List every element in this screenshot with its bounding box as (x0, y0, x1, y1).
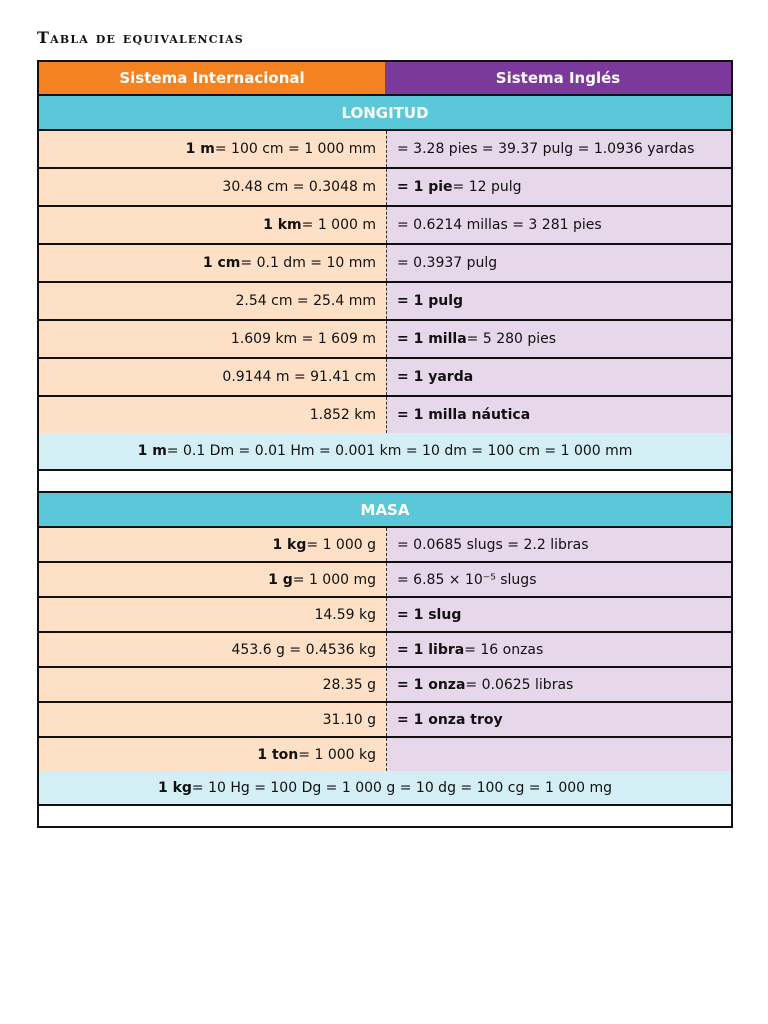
section-title-longitud: LONGITUD (39, 96, 731, 129)
si-cell: 1.852 km (39, 397, 387, 433)
table-row (39, 245, 731, 283)
si-cell: 1 kg = 1 000 g (39, 528, 387, 561)
header-en: Sistema Inglés (385, 62, 731, 94)
si-cell: 453.6 g = 0.4536 kg (39, 633, 387, 666)
si-cell: 28.35 g (39, 668, 387, 701)
si-cell: 1 km = 1 000 m (39, 207, 387, 243)
table-row (39, 207, 731, 245)
en-cell: = 0.3937 pulg (387, 245, 731, 281)
spacer-row (39, 471, 731, 493)
si-cell: 1.609 km = 1 609 m (39, 321, 387, 357)
si-cell: 14.59 kg (39, 598, 387, 631)
en-cell (387, 738, 731, 771)
table-row (39, 359, 731, 397)
en-cell: = 3.28 pies = 39.37 pulg = 1.0936 yardas (387, 131, 731, 167)
en-cell: = 1 slug (387, 598, 731, 631)
si-cell: 1 g = 1 000 mg (39, 563, 387, 596)
table-row (39, 321, 731, 359)
table-row (39, 397, 731, 433)
summary-longitud: 1 m = 0.1 Dm = 0.01 Hm = 0.001 km = 10 dm = 100 cm = 1 000 mm (39, 433, 731, 469)
table-row (39, 528, 731, 563)
en-cell: = 1 yarda (387, 359, 731, 395)
si-cell: 1 ton = 1 000 kg (39, 738, 387, 771)
en-cell: = 1 libra = 16 onzas (387, 633, 731, 666)
en-cell: = 1 milla náutica (387, 397, 731, 433)
table-row (39, 131, 731, 169)
section-masa (39, 493, 731, 528)
table-row (39, 169, 731, 207)
table-row (39, 668, 731, 703)
table-row (39, 598, 731, 633)
summary-row-masa (39, 771, 731, 806)
equivalence-table (37, 60, 733, 828)
summary-row-longitud (39, 433, 731, 471)
si-cell: 31.10 g (39, 703, 387, 736)
table-row (39, 703, 731, 738)
summary-masa: 1 kg = 10 Hg = 100 Dg = 1 000 g = 10 dg = 100 cg = 1 000 mg (39, 771, 731, 804)
si-cell: 1 cm = 0.1 dm = 10 mm (39, 245, 387, 281)
spacer-row-bottom (39, 806, 731, 826)
section-longitud (39, 96, 731, 131)
si-cell: 30.48 cm = 0.3048 m (39, 169, 387, 205)
header-si: Sistema Internacional (39, 62, 385, 94)
en-cell: = 1 pulg (387, 283, 731, 319)
en-cell: = 0.0685 slugs = 2.2 libras (387, 528, 731, 561)
en-cell: = 1 pie = 12 pulg (387, 169, 731, 205)
si-cell: 1 m = 100 cm = 1 000 mm (39, 131, 387, 167)
table-row (39, 633, 731, 668)
table-row (39, 563, 731, 598)
table-row (39, 283, 731, 321)
en-cell: = 0.6214 millas = 3 281 pies (387, 207, 731, 243)
en-cell: = 1 onza troy (387, 703, 731, 736)
header-row (39, 62, 731, 96)
en-cell: = 1 milla = 5 280 pies (387, 321, 731, 357)
table-row (39, 738, 731, 771)
en-cell: = 6.85 × 10⁻⁵ slugs (387, 563, 731, 596)
si-cell: 2.54 cm = 25.4 mm (39, 283, 387, 319)
en-cell: = 1 onza = 0.0625 libras (387, 668, 731, 701)
si-cell: 0.9144 m = 91.41 cm (39, 359, 387, 395)
section-title-masa: MASA (39, 493, 731, 526)
table-title: Tabla de equivalencias (37, 28, 244, 47)
